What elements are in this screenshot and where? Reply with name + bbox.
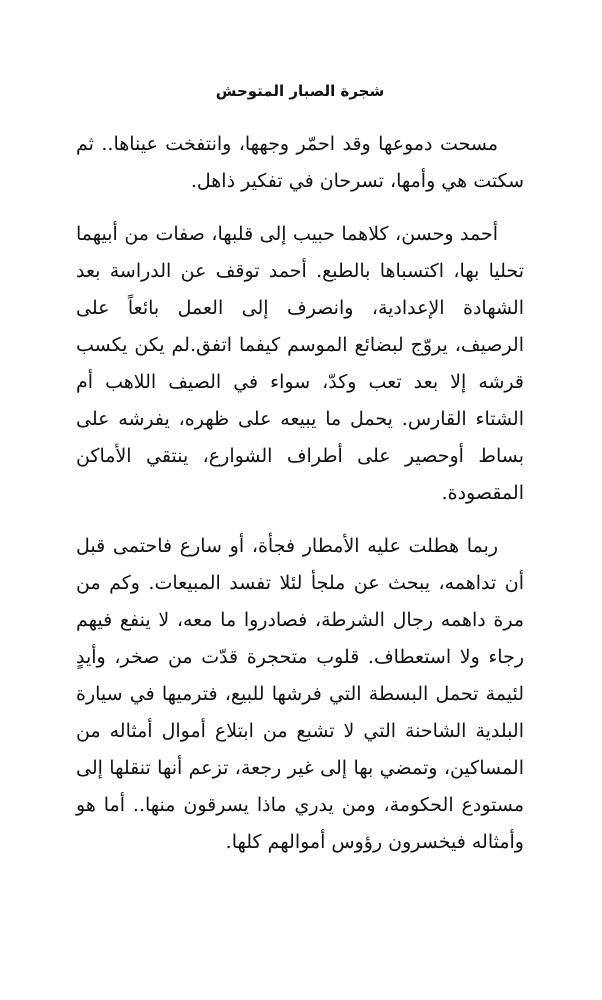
- paragraph-2: أحمد وحسن، كلاهما حبيب إلى قلبها، صفات من أبيهما تحليا بها، اكتسباها بالطبع. أحمد توقف عن الدراسة بعد الشهادة الإعدادية، وانصرف إلى العمل بائعاً على الرصيف، يروّج لبضائع الموسم كيفما اتفق.لم يكن يكسب قرشه إلا بعد تعب وكدّ، سواء في الصيف اللاهب أم الشتاء القارس. يحمل ما يبيعه على ظهره، يفرشه على بساط أوحصير على أطراف الشوارع، ينتقي الأماكن المقصودة.: [76, 223, 524, 504]
- paragraph-3: ربما هطلت عليه الأمطار فجأة، أو سارع فاحتمى قبل أن تداهمه، يبحث عن ملجأ لئلا تفسد المبيعات. وكم من مرة داهمه رجال الشرطة، فصادروا ما معه، لا ينفع فيهم رجاء ولا استعطاف. قلوب متحجرة قدّت من صخر، وأيدٍ لئيمة تحمل البسطة التي فرشها للبيع، فترميها في سيارة البلدية الشاحنة التي لا تشبع من ابتلاع أموال أمثاله من المساكين، وتمضي بها إلى غير رجعة، تزعم أنها تنقلها إلى مستودع الحكومة، ومن يدري ماذا يسرقون منها.. أما هو وأمثاله فيخسرون رؤوس أموالهم كلها.: [76, 535, 524, 853]
- paragraph-1: مسحت دموعها وقد احمّر وجهها، وانتفخت عيناها.. ثم سكتت هي وأمها، تسرحان في تفكير ذاهل.: [76, 133, 524, 192]
- page-title: شجرة الصبار المتوحش: [215, 82, 385, 100]
